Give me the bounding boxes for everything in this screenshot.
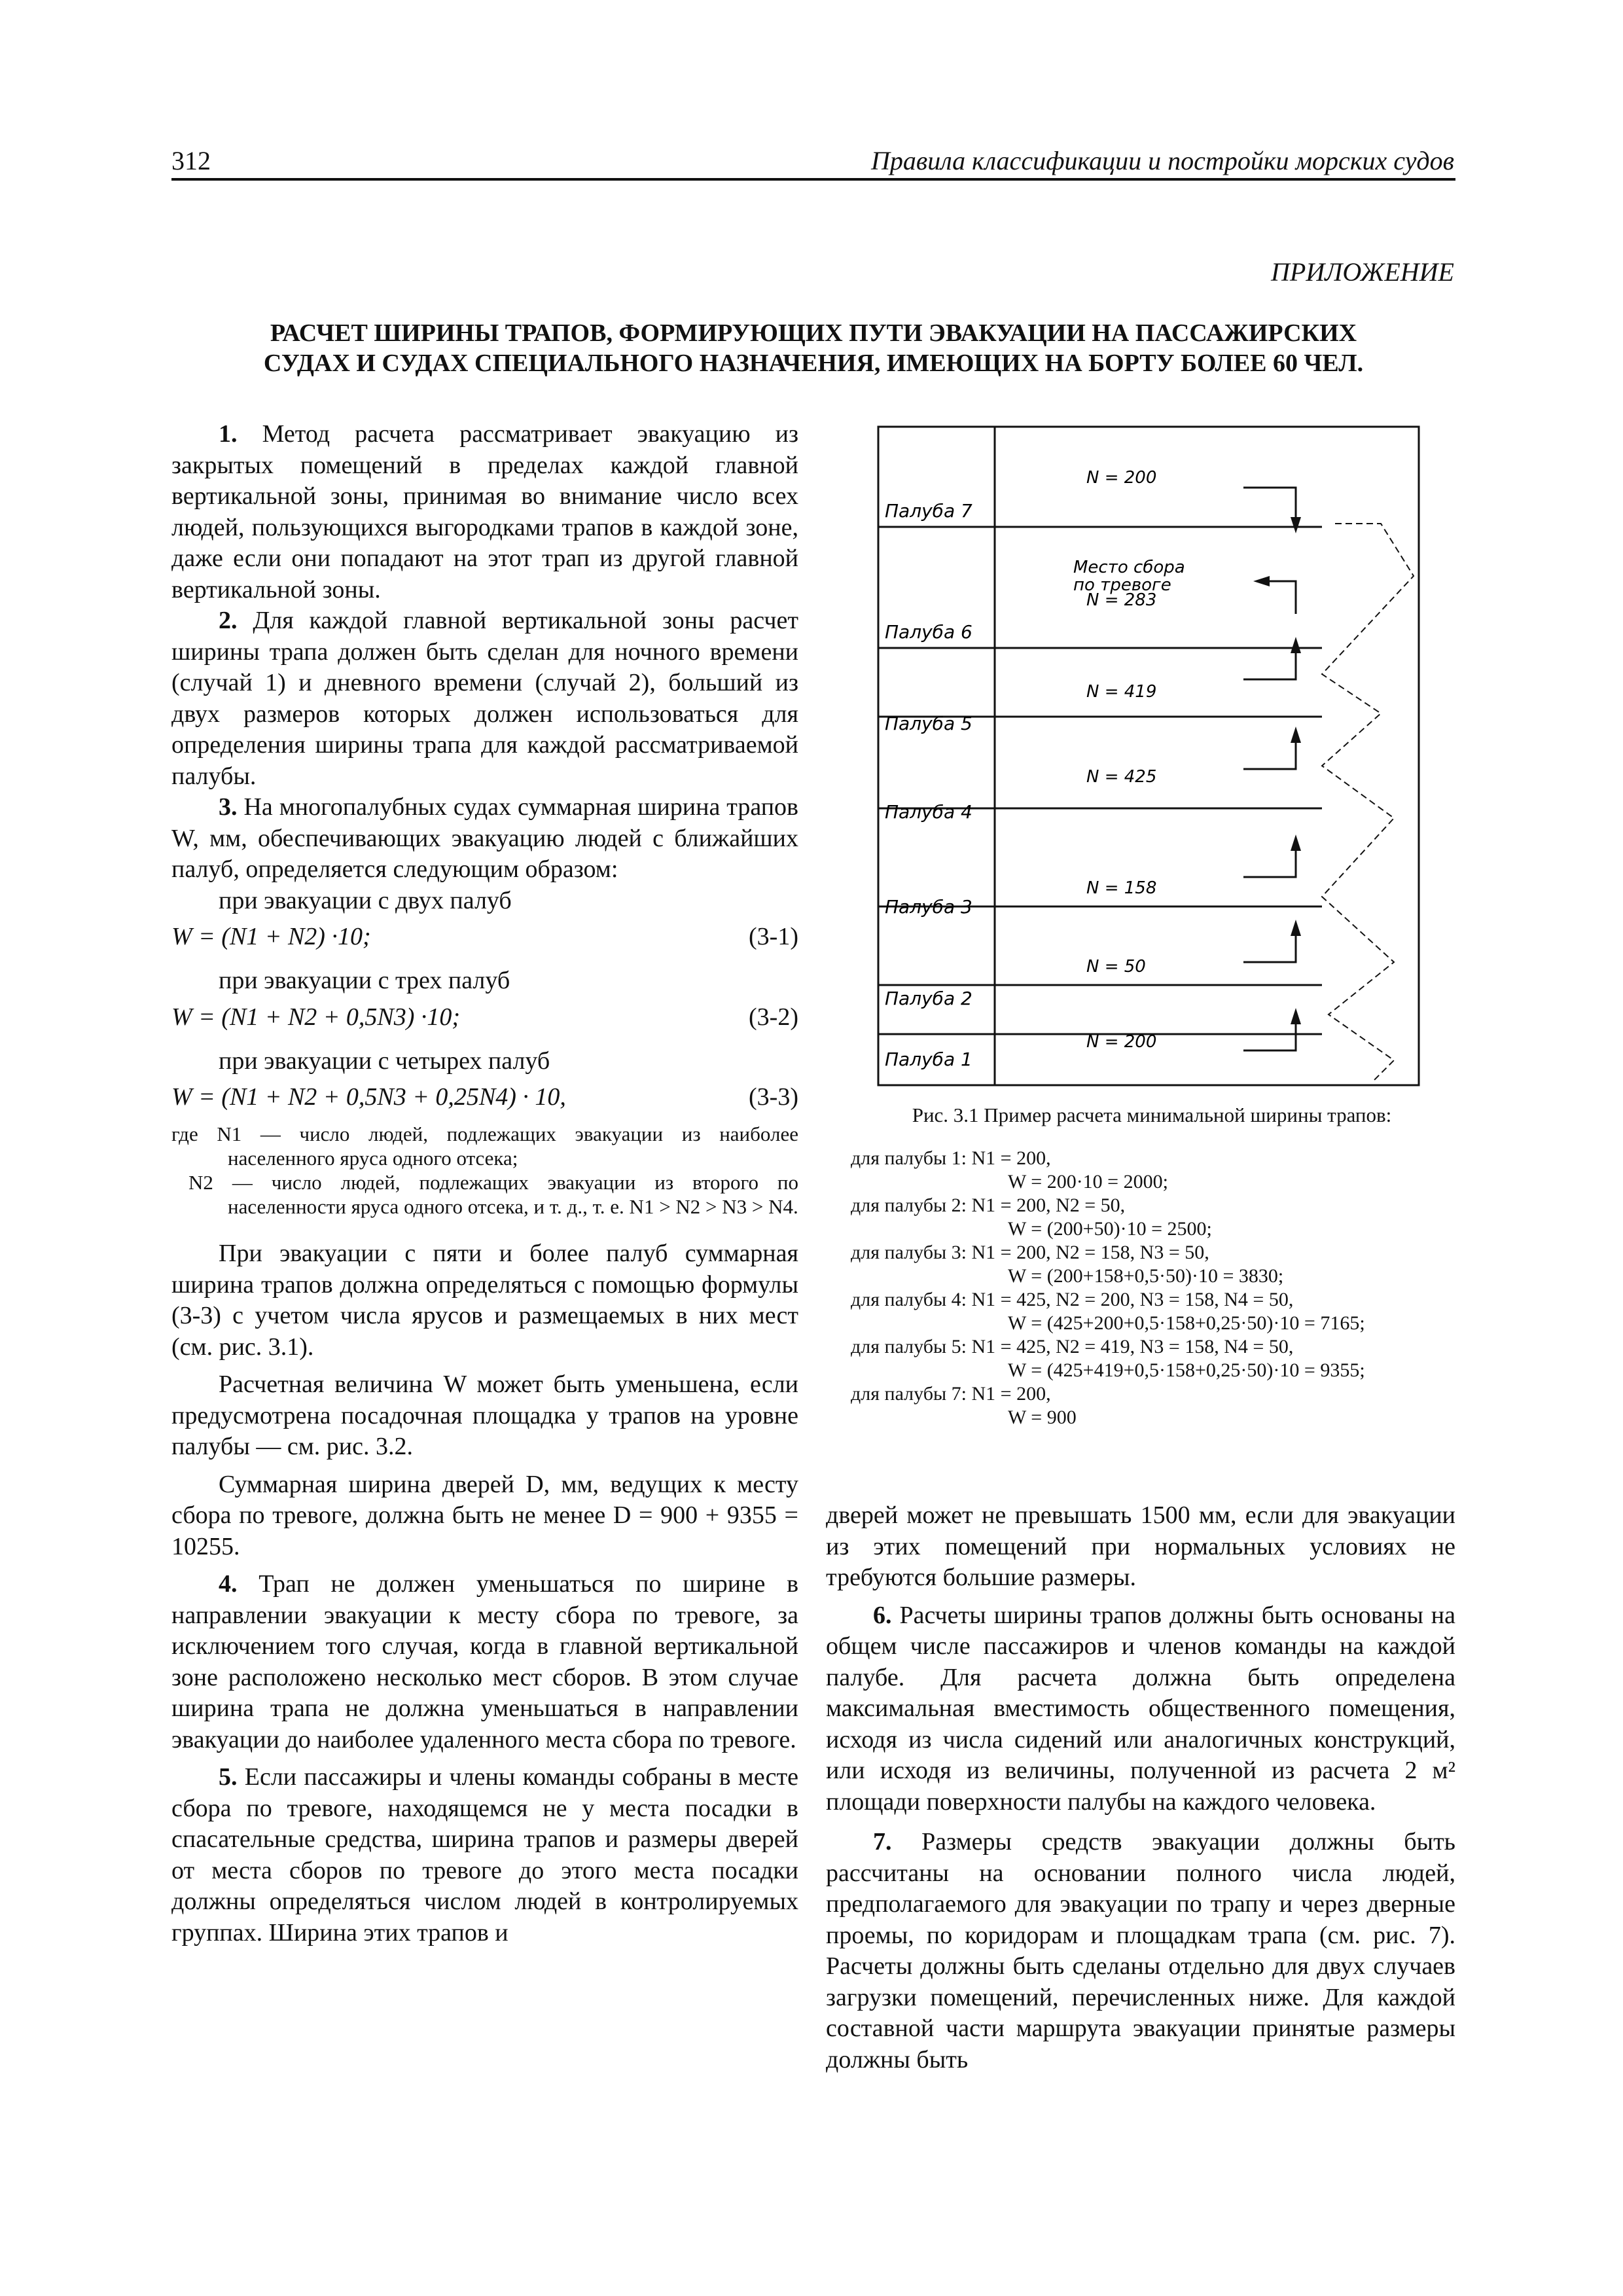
paragraph-3: 3. На многопалубных судах суммарная ширина трапов W, мм, обеспечивающих эвакуацию людей с ближайших палуб, определяется следующим образом:	[171, 793, 799, 883]
deck-label: Палуба 5	[885, 713, 972, 734]
legend-n1: где N1 — число людей, подлежащих эвакуации из наиболее населенного яруса одного отсека;	[171, 1122, 798, 1170]
page-number: 312	[171, 146, 211, 175]
legend-n2: N2 — число людей, подлежащих эвакуации из второго по населенности яруса одного отсека, и т. д., т. е. N1 > N2 > N3 > N4.	[188, 1171, 798, 1218]
right-column	[826, 1500, 1455, 2075]
deck-label: Палуба 7	[885, 500, 972, 522]
paragraph-8: 5. Если пассажиры и члены команды собраны в месте сбора по тревоге, находящемся не у места посадки в спасательные средства, ширина трапов и размеры дверей от места сборов по тревоге до этого места посадки должны определяться числом людей в контролируемых группах. Ширина этих трапов и	[171, 1763, 798, 1946]
deck-label: Палуба 4	[885, 801, 972, 823]
paragraph-7: 4. Трап не должен уменьшаться по ширине в направлении эвакуации к месту сбора по тревоге, за исключением того случая, когда в главной вертикальной зоне расположено несколько мест сборов. В этом случае ширина трапа не должна уменьшаться в направлении эвакуации до наиболее удаленного места сбора по тревоге.	[171, 1570, 799, 1753]
paragraph-1: 1. Метод расчета рассматривает эвакуацию из закрытых помещений в пределах каждой главной вертикальной зоны, принимая во внимание число всех людей, пользующихся выгородками трапов в каждой зоне, даже если они попадают на этот трап из другой главной вертикальной зоны.	[171, 420, 799, 603]
calc-result-line: W = 200·10 = 2000;	[1008, 1171, 1168, 1193]
header-rule	[171, 178, 1455, 181]
formula-3: W = (N1 + N2 + 0,5N3 + 0,25N4) · 10, (3-3)	[171, 1083, 798, 1111]
deck-label: Палуба 1	[885, 1049, 972, 1070]
muster-label-1: Место сбора	[1073, 558, 1185, 577]
deck-label: Палуба 3	[885, 896, 972, 918]
evacuation-arrow	[1243, 637, 1301, 679]
formula-1-lead: при эвакуации с двух палуб	[219, 886, 512, 914]
people-count-label: N = 200	[1086, 468, 1157, 488]
paragraph-4: При эвакуации с пяти и более палуб суммарная ширина трапов должна определяться с помощью формулы (3-3) с учетом числа ярусов и размещаемых в них мест (см. рис. 3.1).	[171, 1240, 798, 1361]
title-line-1: РАСЧЕТ ШИРИНЫ ТРАПОВ, ФОРМИРУЮЩИХ ПУТИ ЭВАКУАЦИИ НА ПАССАЖИРСКИХ	[270, 319, 1357, 347]
calc-deck-line: для палубы 7: N1 = 200,	[851, 1383, 1051, 1405]
people-count-label: N = 158	[1086, 878, 1157, 898]
people-count-label: N = 200	[1086, 1032, 1157, 1052]
paragraph-5: Расчетная величина W может быть уменьшена, если предусмотрена посадочная площадка у трапов на уровне палубы — см. рис. 3.2.	[171, 1371, 798, 1460]
evacuation-arrow	[1243, 920, 1301, 962]
formula-2: W = (N1 + N2 + 0,5N3) ·10; (3-2)	[171, 1003, 798, 1031]
people-count-label: N = 50	[1086, 957, 1146, 977]
figure-caption: Рис. 3.1 Пример расчета минимальной ширины трапов:	[912, 1103, 1392, 1126]
stair-zigzag	[1322, 524, 1414, 1080]
calc-deck-line: для палубы 4: N1 = 425, N2 = 200, N3 = 158, N4 = 50,	[851, 1289, 1294, 1310]
running-title: Правила классификации и постройки морских судов	[870, 146, 1454, 175]
deck-label: Палуба 2	[885, 988, 972, 1009]
formula-2-lead: при эвакуации с трех палуб	[219, 967, 510, 994]
paragraph-2: 2. Для каждой главной вертикальной зоны расчет ширины трапа должен быть сделан для ночного времени (случай 1) и дневного времени (случай 2), больший из двух размеров которых должен использоваться для определения ширины трапа для каждой рассматриваемой палубы.	[171, 607, 798, 790]
appendix-label: ПРИЛОЖЕНИЕ	[1271, 257, 1454, 287]
people-count-label: N = 283	[1086, 590, 1157, 610]
diagram-frame	[878, 427, 1419, 1085]
calc-deck-line: для палубы 2: N1 = 200, N2 = 50,	[851, 1194, 1126, 1216]
right-paragraph-2: 6. Расчеты ширины трапов должны быть основаны на общем числе пассажиров и членов команды на каждой палубе. Для расчета должна быть определена максимальная вместимость общественного помещения, исходя из числа сидений или аналогичных конструкций, или исходя из величины, полученной из расчета 2 м² площади поверхности палубы на каждого человека.	[826, 1601, 1456, 1816]
formula-1: W = (N1 + N2) ·10; (3-1)	[171, 923, 798, 950]
title-line-2: СУДАХ И СУДАХ СПЕЦИАЛЬНОГО НАЗНАЧЕНИЯ, ИМЕЮЩИХ НА БОРТУ БОЛЕЕ 60 ЧЕЛ.	[263, 350, 1364, 377]
formula-legend	[171, 1122, 798, 1219]
calc-result-line: W = 900	[1008, 1407, 1077, 1428]
paragraph-6: Суммарная ширина дверей D, мм, ведущих к месту сбора по тревоге, должна быть не менее D = 900 + 9355 = 10255.	[171, 1470, 798, 1560]
right-paragraph-1: дверей может не превышать 1500 мм, если для эвакуации из этих помещений при нормальных условиях не требуются большие размеры.	[826, 1501, 1455, 1591]
calculation-list	[851, 1147, 1453, 1429]
calc-result-line: W = (425+419+0,5·158+0,25·50)·10 = 9355;	[1008, 1359, 1365, 1381]
right-paragraph-3: 7. Размеры средств эвакуации должны быть рассчитаны на основании полного числа людей, предполагаемого для эвакуации по трапу и через дверные проемы, по коридорам и площадкам трапа (см. рис. 7). Расчеты должны быть сделаны отдельно для двух случаев загрузки помещений, перечисленных ниже. Для каждой составной части маршрута эвакуации принятые размеры должны быть	[826, 1828, 1455, 2073]
calc-deck-line: для палубы 5: N1 = 425, N2 = 419, N3 = 158, N4 = 50,	[851, 1336, 1294, 1357]
stair-diagram	[877, 425, 1420, 1086]
people-count-label: N = 425	[1086, 767, 1157, 787]
muster-label-2: по тревоге	[1073, 575, 1171, 595]
calc-result-line: W = (200+158+0,5·50)·10 = 3830;	[1008, 1265, 1284, 1287]
evacuation-arrow	[1243, 834, 1301, 877]
calc-deck-line: для палубы 3: N1 = 200, N2 = 158, N3 = 50,	[851, 1242, 1209, 1263]
evacuation-arrow	[1253, 576, 1296, 614]
deck-label: Палуба 6	[885, 621, 972, 643]
evacuation-arrow	[1243, 1008, 1301, 1050]
people-count-label: N = 419	[1086, 682, 1157, 702]
formula-3-lead: при эвакуации с четырех палуб	[219, 1047, 550, 1075]
calc-result-line: W = (200+50)·10 = 2500;	[1008, 1218, 1212, 1240]
evacuation-arrow	[1243, 726, 1301, 769]
calc-result-line: W = (425+200+0,5·158+0,25·50)·10 = 7165;	[1008, 1312, 1365, 1334]
section-title	[171, 318, 1455, 378]
calc-deck-line: для палубы 1: N1 = 200,	[851, 1147, 1051, 1169]
left-column	[171, 419, 798, 1948]
